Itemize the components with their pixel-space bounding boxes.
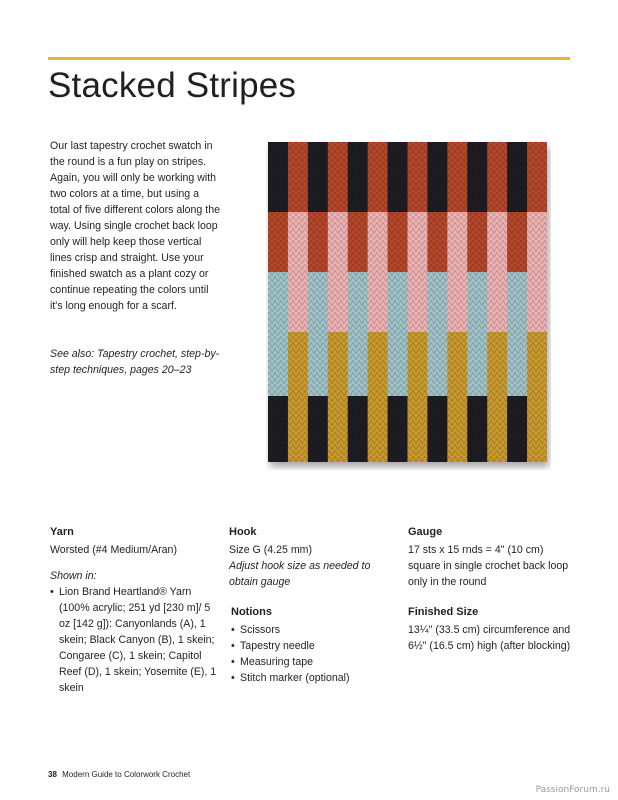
notion-item: • Scissors: [231, 622, 391, 638]
hook-section: [229, 524, 389, 590]
finished-size-text: 13¼" (33.5 cm) circumference and 6½" (16.5 cm) high (after blocking): [408, 624, 571, 652]
gauge-section: [408, 524, 576, 590]
gauge-heading: Gauge: [408, 526, 443, 538]
finished-size-heading: Finished Size: [408, 606, 479, 618]
page-title: Stacked Stripes: [48, 66, 297, 105]
yarn-weight: Worsted (#4 Medium/Aran): [50, 544, 177, 556]
book-title: Modern Guide to Colorwork Crochet: [62, 770, 191, 779]
notions-heading: Notions: [231, 606, 272, 618]
page-footer: [48, 770, 190, 779]
see-also-note: See also: Tapestry crochet, step-by-step techniques, pages 20–23: [50, 348, 220, 376]
yarn-item: • Lion Brand Heartland® Yarn (100% acrylic; 251 yd [230 m]/ 5 oz [142 g]): Canyonlands (A), 1 skein; Black Canyon (B), 1 skein; Congaree (C), 1 skein; Capitol Reef (D), 1 skein; Yosemite (E), 1 skein: [50, 584, 220, 696]
watermark: PassionForum.ru: [535, 785, 610, 795]
finished-size-section: [408, 604, 576, 654]
header-rule: [48, 57, 570, 60]
hook-size: Size G (4.25 mm): [229, 544, 313, 556]
notion-item: • Measuring tape: [231, 654, 391, 670]
hook-heading: Hook: [229, 526, 257, 538]
intro-paragraph: Our last tapestry crochet swatch in the round is a fun play on stripes. Again, you will only be working with two colors at a time, but using a total of five different colors along the way. Using single crochet back loop only will help keep those vertical lines crisp and straight. Use your finished swatch as a plant cozy or continue repeating the colors until it's long enough for a scarf.: [50, 140, 220, 312]
gauge-text: 17 sts x 15 rnds = 4" (10 cm) square in single crochet back loop only in the round: [408, 544, 569, 588]
notions-section: [231, 604, 391, 686]
yarn-section: [50, 524, 220, 696]
hook-note: Adjust hook size as needed to obtain gauge: [229, 560, 371, 588]
shown-in-label: Shown in:: [50, 570, 97, 582]
page-number: 38: [48, 770, 57, 779]
notion-item: • Tapestry needle: [231, 638, 391, 654]
crochet-swatch-photo: [266, 138, 551, 470]
yarn-heading: Yarn: [50, 526, 74, 538]
notion-item: • Stitch marker (optional): [231, 670, 391, 686]
